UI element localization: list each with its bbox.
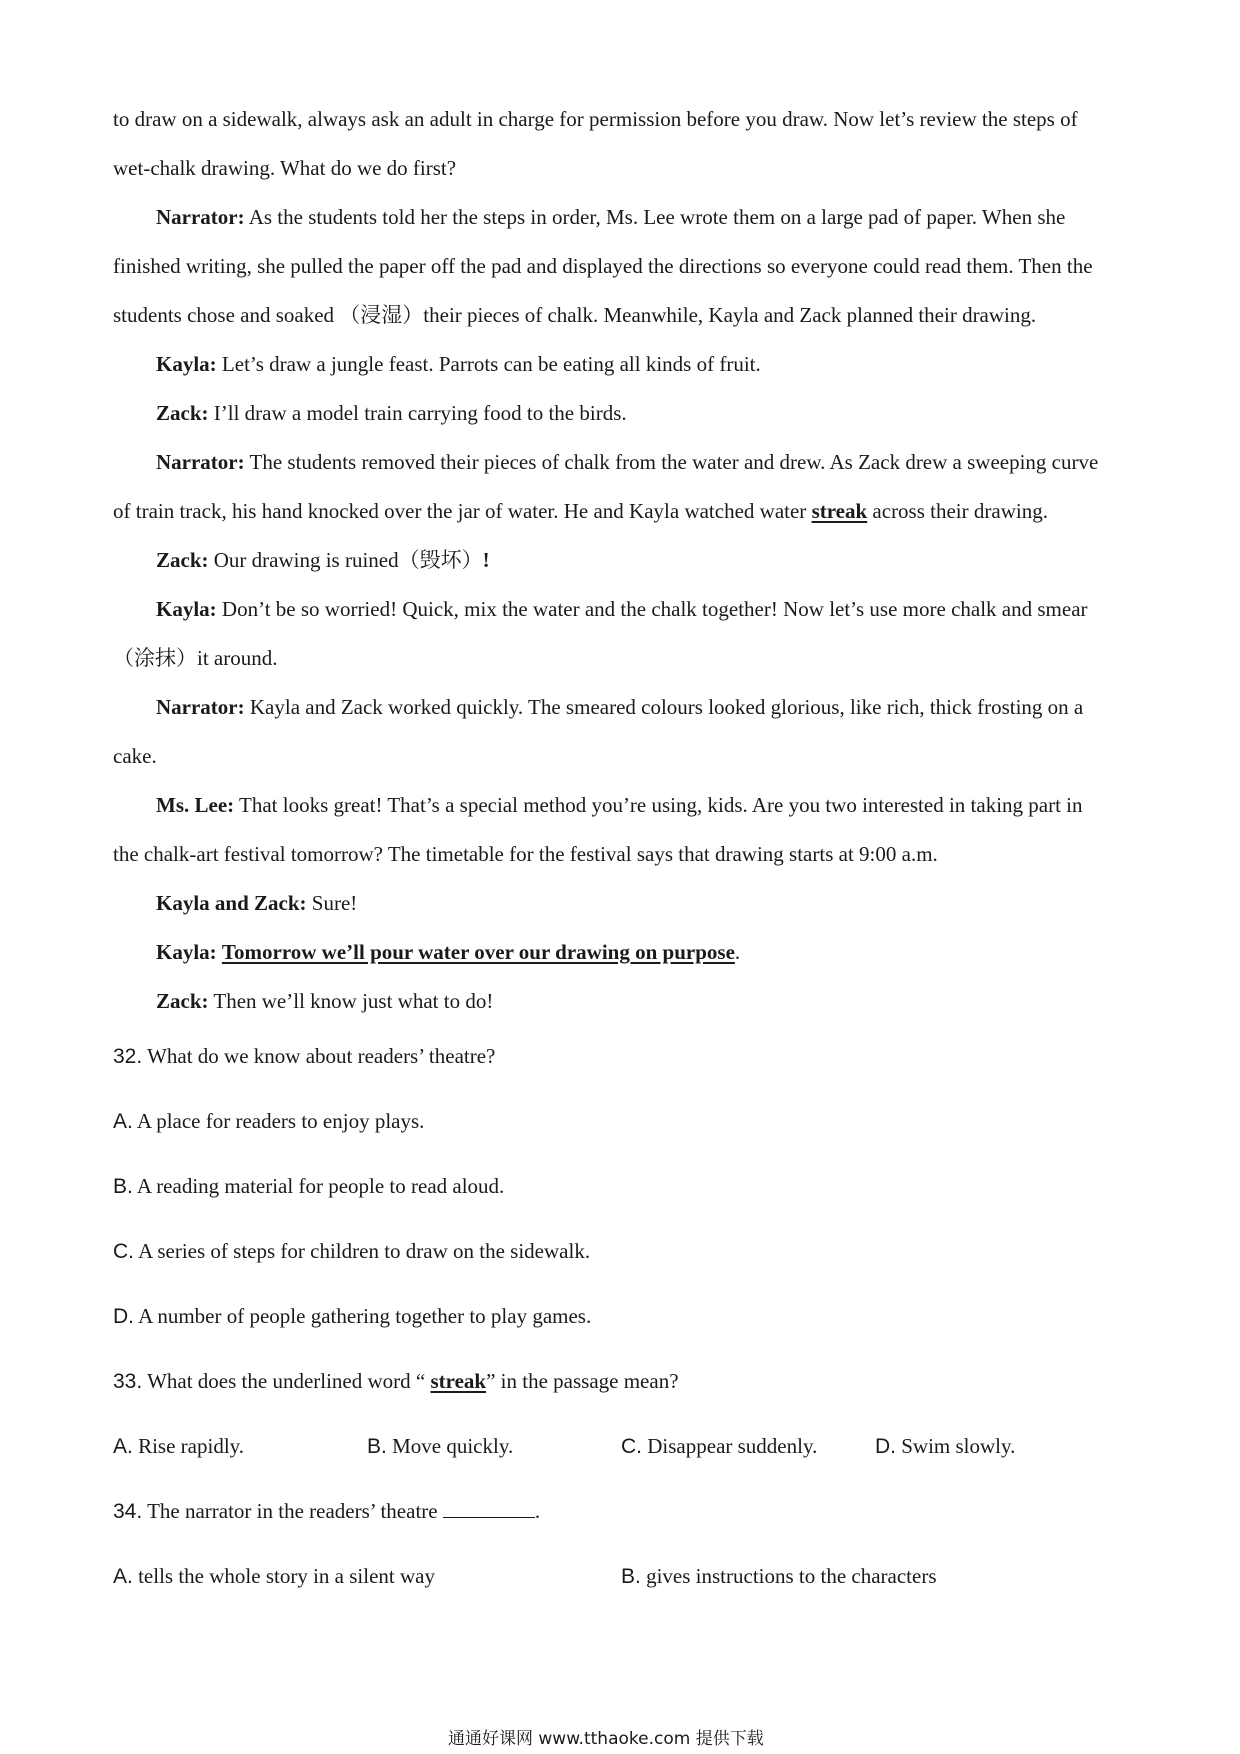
- speech: Sure!: [306, 891, 358, 915]
- question-text: What do we know about readers’ theatre?: [142, 1044, 496, 1068]
- passage-line: finished writing, she pulled the paper off the pad and displayed the directions so everyone could read them. Then the: [113, 254, 1093, 278]
- punctuation: .: [534, 1499, 541, 1523]
- option-text: A number of people gathering together to play games.: [134, 1304, 592, 1328]
- question-text: ” in the passage mean?: [486, 1369, 679, 1393]
- dialogue-line: [156, 449, 1098, 475]
- option-letter: D.: [875, 1435, 896, 1458]
- option-text: A series of steps for children to draw on the sidewalk.: [134, 1239, 591, 1263]
- speech: That looks great! That’s a special method you’re using, kids. Are you two interested in taking part in: [234, 793, 1083, 817]
- option-a: [113, 1108, 424, 1135]
- question-text: The narrator in the readers’ theatre: [142, 1499, 443, 1523]
- dialogue-line: [156, 596, 1088, 622]
- option-letter: C.: [621, 1435, 642, 1458]
- speech: As the students told her the steps in order, Ms. Lee wrote them on a large pad of paper. When she: [244, 205, 1066, 229]
- underlined-word-streak: streak: [811, 499, 868, 523]
- dialogue-line: [156, 351, 761, 377]
- option-a: [113, 1563, 435, 1590]
- option-letter: B.: [367, 1435, 387, 1458]
- speaker: Zack:: [156, 548, 209, 572]
- dialogue-line: [156, 400, 627, 426]
- speaker: Zack:: [156, 401, 209, 425]
- question-32: [113, 1043, 495, 1070]
- speech: The students removed their pieces of chalk from the water and drew. As Zack drew a sweeping curve: [244, 450, 1099, 474]
- page-footer: 通通好课网 www.tthaoke.com 提供下载: [448, 1729, 764, 1749]
- option-b: [367, 1433, 513, 1460]
- answer-blank: [443, 1499, 535, 1518]
- option-text: Move quickly.: [386, 1434, 514, 1458]
- option-d: [875, 1433, 1015, 1460]
- option-c: [113, 1238, 590, 1265]
- option-letter: A.: [113, 1565, 133, 1588]
- option-text: A place for readers to enjoy plays.: [132, 1109, 425, 1133]
- speech: Let’s draw a jungle feast. Parrots can be eating all kinds of fruit.: [216, 352, 761, 376]
- option-letter: A.: [113, 1435, 133, 1458]
- question-text: What does the underlined word “: [142, 1369, 431, 1393]
- passage-line: to draw on a sidewalk, always ask an adult in charge for permission before you draw. Now let’s review the steps of: [113, 107, 1078, 131]
- option-text: A reading material for people to read aloud.: [132, 1174, 505, 1198]
- option-letter: A.: [113, 1110, 133, 1133]
- dialogue-line: [156, 939, 740, 965]
- question-number: 32.: [113, 1045, 143, 1068]
- speaker: Kayla and Zack:: [156, 891, 307, 915]
- question-number: 33.: [113, 1370, 143, 1393]
- option-c: [621, 1433, 817, 1460]
- speech: Our drawing is ruined（毁坏）: [208, 548, 483, 572]
- speaker: Narrator:: [156, 695, 245, 719]
- speech: Don’t be so worried! Quick, mix the water and the chalk together! Now let’s use more chalk and smear: [216, 597, 1088, 621]
- option-letter: D.: [113, 1305, 134, 1328]
- dialogue-line: [156, 694, 1083, 720]
- option-b: [621, 1563, 937, 1590]
- option-letter: B.: [113, 1175, 133, 1198]
- option-text: Rise rapidly.: [132, 1434, 245, 1458]
- option-a: [113, 1433, 244, 1460]
- speaker: Ms. Lee:: [156, 793, 235, 817]
- question-34: [113, 1498, 540, 1525]
- passage-line: （涂抹）it around.: [113, 646, 278, 670]
- underlined-word-streak: streak: [430, 1369, 487, 1393]
- dialogue-line: [156, 547, 490, 573]
- option-d: [113, 1303, 591, 1330]
- option-text: Disappear suddenly.: [642, 1434, 818, 1458]
- option-letter: B.: [621, 1565, 641, 1588]
- underlined-sentence: Tomorrow we’ll pour water over our drawing on purpose: [221, 940, 735, 964]
- dialogue-line: [156, 204, 1065, 230]
- passage-line: students chose and soaked （浸湿）their pieces of chalk. Meanwhile, Kayla and Zack planned their drawing.: [113, 303, 1037, 327]
- speaker: Zack:: [156, 989, 209, 1013]
- passage-line: wet-chalk drawing. What do we do first?: [113, 156, 457, 180]
- speaker: Kayla:: [156, 940, 217, 964]
- option-text: tells the whole story in a silent way: [132, 1564, 435, 1588]
- speech: I’ll draw a model train carrying food to the birds.: [208, 401, 627, 425]
- option-text: Swim slowly.: [896, 1434, 1016, 1458]
- option-b: [113, 1173, 504, 1200]
- speaker: Kayla:: [156, 352, 217, 376]
- speaker: Narrator:: [156, 450, 245, 474]
- dialogue-line: [156, 988, 493, 1014]
- option-text: gives instructions to the characters: [640, 1564, 937, 1588]
- punctuation: !: [482, 548, 490, 572]
- punctuation: .: [734, 940, 741, 964]
- speech: Then we’ll know just what to do!: [208, 989, 494, 1013]
- dialogue-line: [156, 792, 1083, 818]
- text-segment: across their drawing.: [867, 499, 1048, 523]
- text-segment: of train track, his hand knocked over the jar of water. He and Kayla watched water: [113, 499, 812, 523]
- question-number: 34.: [113, 1500, 143, 1523]
- option-letter: C.: [113, 1240, 134, 1263]
- passage-line: cake.: [113, 744, 157, 768]
- passage-line: the chalk-art festival tomorrow? The timetable for the festival says that drawing starts at 9:00 a.m.: [113, 842, 938, 866]
- speech: Kayla and Zack worked quickly. The smeared colours looked glorious, like rich, thick frosting on a: [244, 695, 1084, 719]
- speaker: Kayla:: [156, 597, 217, 621]
- dialogue-line: [156, 890, 357, 916]
- question-33: [113, 1368, 679, 1395]
- passage-line: [113, 498, 1048, 524]
- speaker: Narrator:: [156, 205, 245, 229]
